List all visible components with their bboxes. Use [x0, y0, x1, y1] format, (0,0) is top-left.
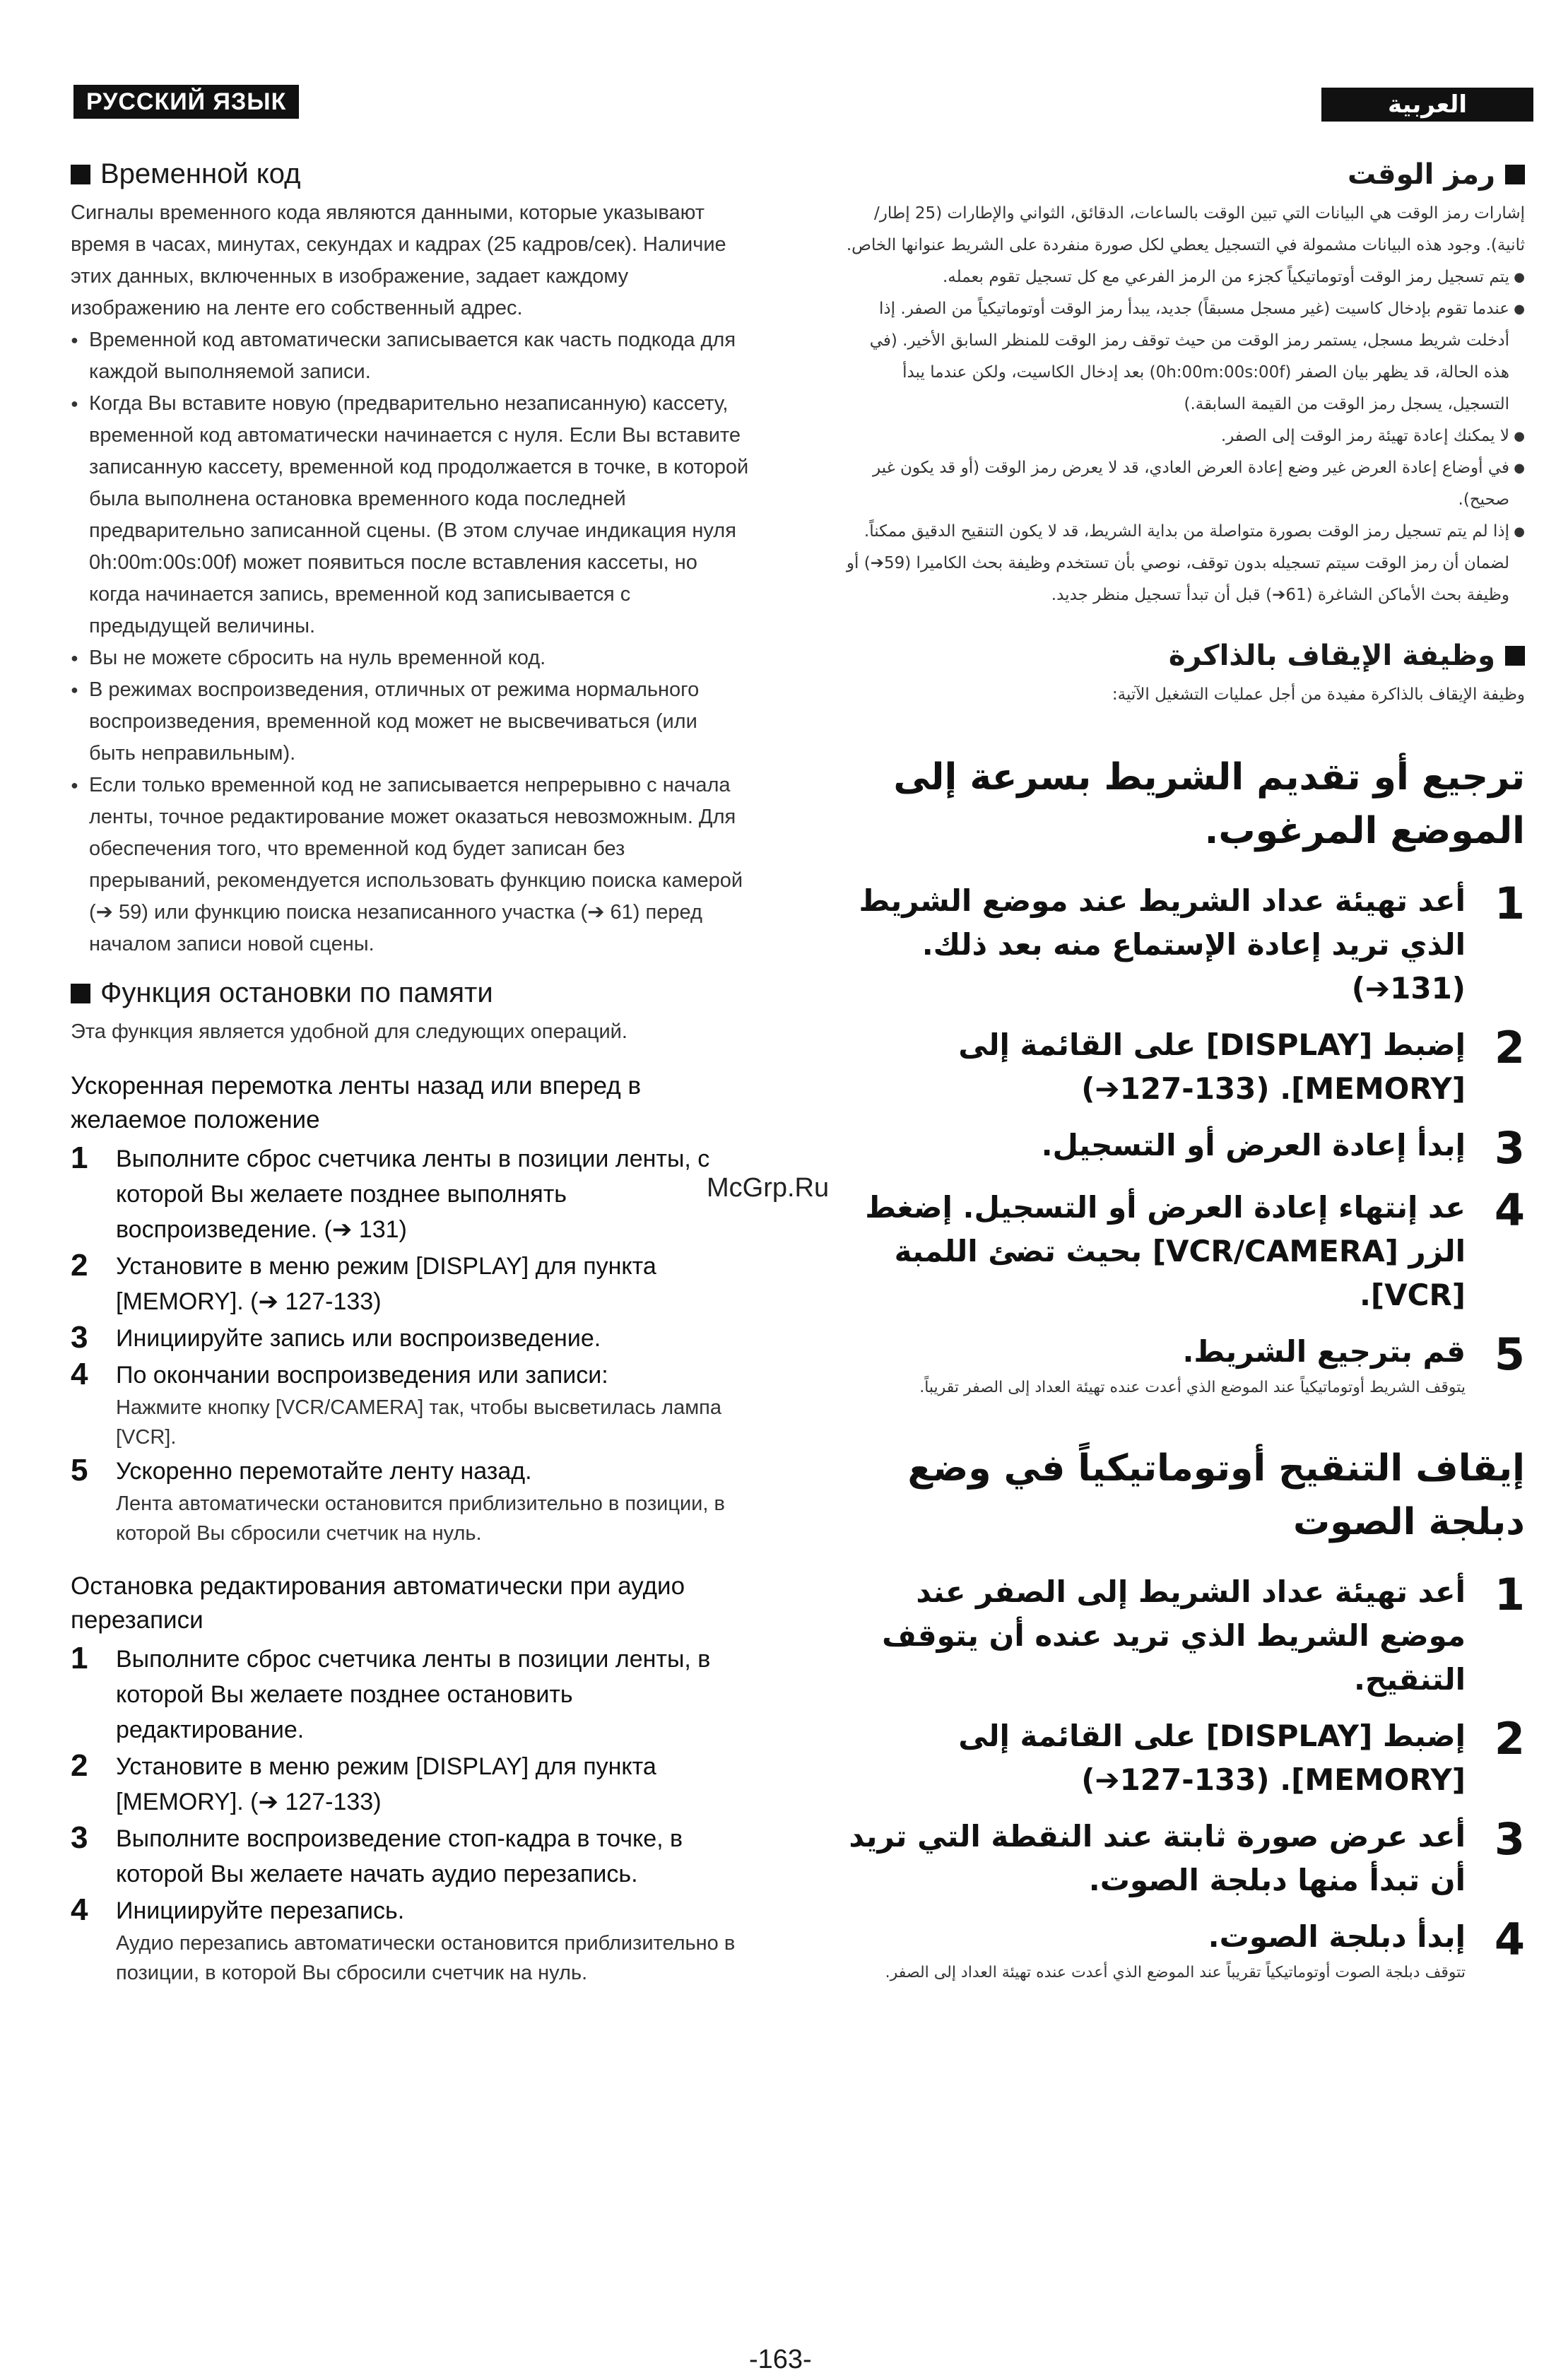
step-item-ar: 4 إبدأ دبلجة الصوت. تتوقف دبلجة الصوت أوتوماتيكياً تقريباً عند الموضع الذي أعدت عنده تهيئة العداد إلى الصفر. — [885, 1914, 1525, 1981]
step-item-ar: 5 قم بترجيع الشريط. يتوقف الشريط أوتوماتيكياً عند الموضع الذي أعدت عنده تهيئة العداد إلى الصفر تقريباً. — [919, 1329, 1525, 1396]
step-item-ar: 2 إضبط [DISPLAY] على القائمة إلى [MEMORY]. (127-133➔) — [958, 1022, 1525, 1106]
step-item-ar: 3 إبدأ إعادة العرض أو التسجيل. — [1041, 1122, 1525, 1174]
step-item: 2 Установите в меню режим [DISPLAY] для пункта [MEMORY]. (➔ 127-133) — [71, 1248, 656, 1315]
step-item-ar: 4 عد إنتهاء إعادة العرض أو التسجيل. إضغط الزر [VCR/CAMERA] بحيث تضئ اللمبة [VCR]. — [865, 1184, 1525, 1312]
step-item-ar: 2 إضبط [DISPLAY] على القائمة إلى [MEMORY]. (127-133➔) — [958, 1713, 1525, 1797]
audio-dub-subheading-ar: إيقاف التنقيح أوتوماتيكياً في وضع دبلجة الصوت — [907, 1447, 1525, 1543]
memory-stop-intro: Эта функция является удобной для следующих операций. — [71, 1020, 627, 1043]
language-tag-russian: РУССКИЙ ЯЗЫК — [73, 85, 299, 119]
step-item: 4 По окончании воспроизведения или записи: Нажмите кнопку [VCR/CAMERA] так, чтобы высветилась лампа [VCR]. — [71, 1357, 721, 1449]
square-bullet-icon — [1505, 165, 1525, 184]
memory-stop-intro-ar: وظيفة الإيقاف بالذاكرة مفيدة من أجل عمليات التشغيل الآتية: — [1112, 685, 1525, 704]
time-code-heading: Временной код — [71, 158, 749, 190]
step-item: 1 Выполните сброс счетчика ленты в позиции ленты, с которой Вы желаете позднее выполнять воспроизведение. (➔ 131) — [71, 1141, 710, 1243]
time-code-heading-ar: رمز الوقت — [841, 158, 1525, 191]
step-item-ar: 1 أعد تهيئة عداد الشريط إلى الصفر عند موضع الشريط الذي تريد عنده أن يتوقف التنقيح. — [882, 1569, 1525, 1697]
step-item-ar: 3 أعد عرض صورة ثابتة عند النقطة التي تريد أن تبدأ منها دبلجة الصوت. — [849, 1813, 1525, 1897]
russian-column — [71, 148, 749, 1989]
bullet-item: ● В режимах воспроизведения, отличных от режима нормального воспроизведения, временной код может не высвечиваться (или быть неправильным). — [71, 674, 749, 770]
language-tag-arabic: العربية — [1321, 88, 1533, 122]
bullet-item-ar: ● في أوضاع إعادة العرض غير وضع إعادة العرض العادي، قد لا يعرض رمز الوقت (أو قد يكون غير صحيح). — [841, 452, 1525, 516]
bullet-item-ar: ● عندما تقوم بإدخال كاسيت (غير مسجل مسبقاً) جديد، يبدأ رمز الوقت أوتوماتيكياً من الصفر. إذا أدخلت شريط مسجل، يستمر رمز الوقت من حيث توقف رمز الوقت للمنظر السابق الأخير. (في هذه الحالة، قد يظهر بيان الصفر (0h:00m:00s:00f) بعد إدخال الكاسيت، ولكن عندما يبدأ التسجيل، يسجل رمز الوقت من القيمة السابقة.) — [841, 293, 1525, 420]
square-bullet-icon — [1505, 646, 1525, 666]
arabic-column — [841, 148, 1525, 2000]
memory-stop-heading-ar: وظيفة الإيقاف بالذاكرة — [841, 640, 1525, 672]
rewind-steps-ar — [841, 879, 1525, 1402]
step-item-ar: 1 أعد تهيئة عداد الشريط عند موضع الشريط الذي تريد إعادة الإستماع منه بعد ذلك. (131➔) — [859, 878, 1525, 1006]
rewind-subheading: Ускоренная перемотка ленты назад или вперед в желаемое положение — [71, 1072, 642, 1133]
bullet-item: ● Когда Вы вставите новую (предварительно незаписанную) кассету, временной код автоматически начинается с нуля. Если Вы вставите записанную кассету, временной код продолжается в точке, в которой была выполнена остановка временного кода последней предварительно записанной сцены. (В этом случае индикация нуля 0h:00m:00s:00f) может появиться после вставления кассеты, но когда начинается запись, временной код записывается с предыдущей величины. — [71, 388, 749, 642]
bullet-item: ● Временной код автоматически записывается как часть подкода для каждой выполняемой записи. — [71, 324, 749, 388]
audio-dub-steps-ar — [841, 1570, 1525, 1987]
square-bullet-icon — [71, 165, 90, 184]
audio-dub-steps — [71, 1642, 749, 1988]
step-item: 5 Ускоренно перемотайте ленту назад. Лента автоматически остановится приблизительно в позиции, в которой Вы сбросили счетчик на нуль. — [71, 1453, 725, 1545]
bullet-item-ar: ● إذا لم يتم تسجيل رمز الوقت بصورة متواصلة من بداية الشريط، قد لا يكون التنقيح الدقيق ممكناً. لضمان أن رمز الوقت سيتم تسجيله بدون توقف، نوصي بأن تستخدم وظيفة بحث الكاميرا (59➔) أو وظيفة بحث الأماكن الشاغرة (61➔) قبل أن تبدأ تسجيل منظر جديد. — [841, 516, 1525, 611]
time-code-intro-ar: إشارات رمز الوقت هي البيانات التي تبين الوقت بالساعات، الدقائق، الثواني والإطارات (25 إطار/ثانية). وجود هذه البيانات مشمولة في التسجيل يعطي لكل صورة منفردة على الشريط عنوانها الخاص. — [846, 204, 1525, 254]
bullet-item: ● Если только временной код не записывается непрерывно с начала ленты, точное редактирование может оказаться невозможным. Для обеспечения того, что временной код будет записан без прерываний, рекомендуется использовать функцию поиска камерой (➔ 59) или функцию поиска незаписанного участка (➔ 61) перед началом записи новой сцены. — [71, 770, 749, 960]
step-item: 3 Инициируйте запись или воспроизведение. — [71, 1320, 601, 1355]
page-number: -163- — [749, 2345, 812, 2374]
step-item: 2 Установите в меню режим [DISPLAY] для пункта [MEMORY]. (➔ 127-133) — [71, 1748, 656, 1815]
bullet-item-ar: ● لا يمكنك إعادة تهيئة رمز الوقت إلى الصفر. — [841, 420, 1525, 452]
bullet-item: ● Вы не можете сбросить на нуль временной код. — [71, 642, 749, 674]
bullet-item-ar: ● يتم تسجيل رمز الوقت أوتوماتيكياً كجزء من الرمز الفرعي مع كل تسجيل تقوم بعمله. — [841, 261, 1525, 293]
audio-dub-subheading: Остановка редактирования автоматически при аудио перезаписи — [71, 1572, 685, 1634]
rewind-subheading-ar: ترجيع أو تقديم الشريط بسرعة إلى الموضع المرغوب. — [893, 756, 1525, 852]
square-bullet-icon — [71, 984, 90, 1003]
watermark: McGrp.Ru — [707, 1173, 830, 1203]
step-item: 1 Выполните сброс счетчика ленты в позиции ленты, в которой Вы желаете позднее остановить редактирование. — [71, 1641, 711, 1743]
memory-stop-heading: Функция остановки по памяти — [71, 977, 749, 1009]
step-item: 4 Инициируйте перезапись. Аудио перезапись автоматически остановится приблизительно в позиции, в которой Вы сбросили счетчик на нуль. — [71, 1892, 736, 1984]
rewind-steps — [71, 1141, 749, 1548]
step-item: 3 Выполните воспроизведение стоп-кадра в точке, в которой Вы желаете начать аудио перезапись. — [71, 1820, 683, 1887]
time-code-intro: Сигналы временного кода являются данными, которые указывают время в часах, минутах, секундах и кадрах (25 кадров/сек). Наличие этих данных, включенных в изображение, задает каждому изображению на ленте его собственный адрес. — [71, 201, 726, 319]
